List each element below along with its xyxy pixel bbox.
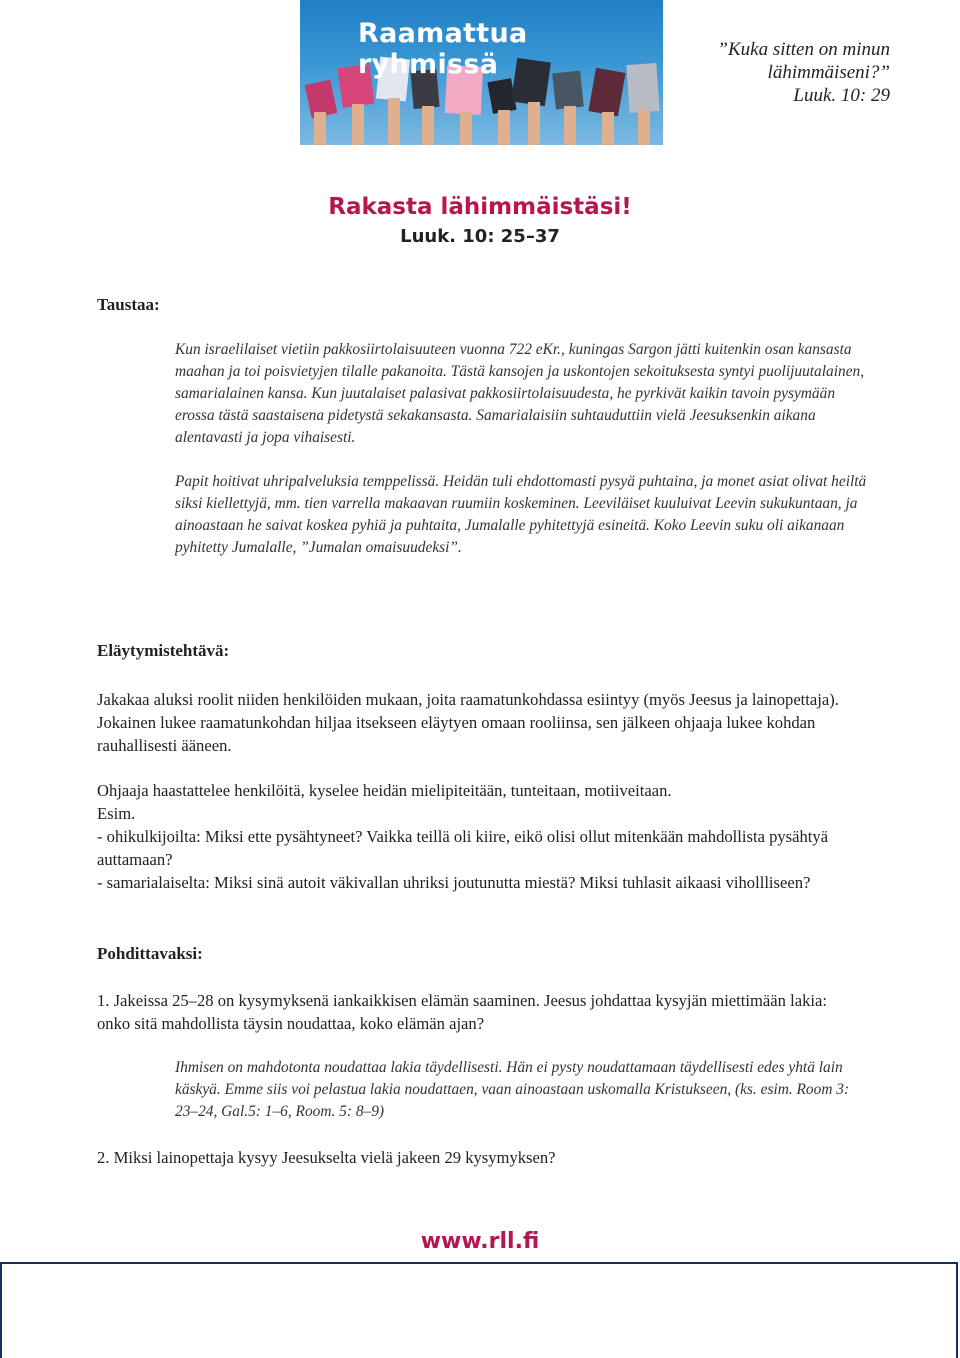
question-1: 1. Jakeissa 25–28 on kysymyksenä iankaikkisen elämän saaminen. Jeesus johdattaa kysyjän miettimään lakia: onko sitä mahdollista täysin noudattaa, koko elämän ajan? xyxy=(97,991,827,1033)
banner-title: Raamattua ryhmissä xyxy=(358,18,528,80)
footer-url[interactable]: www.rll.fi xyxy=(420,1229,540,1254)
reflection-answer xyxy=(175,1057,875,1123)
quote-line: lähimmäiseni?” xyxy=(767,62,890,83)
example-item: - ohikulkijoilta: Miksi ette pysähtyneet? Vaikka teillä oli kiire, eikö olisi ollut mitenkään mahdollista pysähtyä auttamaan? xyxy=(97,827,829,869)
example-label: Esim. xyxy=(97,804,136,823)
header-quote xyxy=(690,38,890,107)
background-paragraph: Papit hoitivat uhripalveluksia temppelissä. Heidän tuli ehdottomasti pysyä puhtaina, ja monet asiat olivat heiltä siksi kiellettyjä, mm. tien varrella makaavan ruumiin koskeminen. Leeviläiset kuuluivat Leevin sukukuntaan, ja ainoastaan he saivat koskea pyhiä ja puhtaita, Jumalalle pyhitettyjä esineitä. Koko Leevin suku oli aikanaan pyhitetty Jumalalle, ”Jumalan omaisuudeksi”. xyxy=(175,473,867,556)
page-title: Rakasta lähimmäistäsi! xyxy=(328,194,632,220)
reflection-question xyxy=(97,1146,857,1169)
exercise-heading: Eläytymistehtävä: xyxy=(97,641,230,660)
reflection-heading: Pohdittavaksi: xyxy=(97,944,203,963)
exercise-paragraph: Jakakaa aluksi roolit niiden henkilöiden mukaan, joita raamatunkohdassa esiintyy (myös Jeesus ja lainopettaja). Jokainen lukee raamatunkohdan hiljaa itsekseen eläytyen omaan rooliinsa, sen jälkeen ohjaaja lukee kohdan rauhallisesti ääneen. xyxy=(97,690,839,755)
exercise-text xyxy=(97,688,857,894)
page-border xyxy=(0,1262,958,1358)
background-paragraph: Kun israelilaiset vietiin pakkosiirtolaisuuteen vuonna 722 eKr., kuningas Sargon jätti kuitenkin osan kansasta maahan ja toi poisvietyjen tilalle pakanoita. Tästä kansojen ja uskontojen sekoituksesta syntyi puolijuutalainen, samarialainen kansa. Kun juutalaiset palasivat pakkosiirtolaisuudesta, he pyrkivät kaikin tavoin pysymään erossa tästä saastaisena pidetystä sekakansasta. Samarialaisiin suhtauduttiin vielä Jeesuksenkin aikana alentavasti ja jopa vihaisesti. xyxy=(175,341,865,446)
example-item: - samarialaiselta: Miksi sinä autoit väkivallan uhriksi joutunutta miestä? Miksi tuhlasit aikaasi vihollliseen? xyxy=(97,873,811,892)
question-2: 2. Miksi lainopettaja kysyy Jeesukselta vielä jakeen 29 kysymyksen? xyxy=(97,1148,556,1167)
scripture-reference: Luuk. 10: 25–37 xyxy=(400,226,560,247)
quote-reference: Luuk. 10: 29 xyxy=(793,85,890,106)
reflection-question xyxy=(97,989,857,1035)
background-heading: Taustaa: xyxy=(97,295,160,314)
header-banner xyxy=(300,0,663,145)
answer-1: Ihmisen on mahdotonta noudattaa lakia täydellisesti. Hän ei pysty noudattamaan täydellisesti edes yhtä lain käskyä. Emme siis voi pelastua lakia noudattaen, vaan ainoastaan uskomalla Kristukseen, (ks. esim. Room 3: 23–24, Gal.5: 1–6, Room. 5: 8–9) xyxy=(175,1059,850,1120)
quote-line: ”Kuka sitten on minun xyxy=(717,39,890,60)
background-text xyxy=(175,339,875,559)
exercise-paragraph: Ohjaaja haastattelee henkilöitä, kyselee heidän mielipiteitään, tunteitaan, motiiveitaan. xyxy=(97,781,672,800)
